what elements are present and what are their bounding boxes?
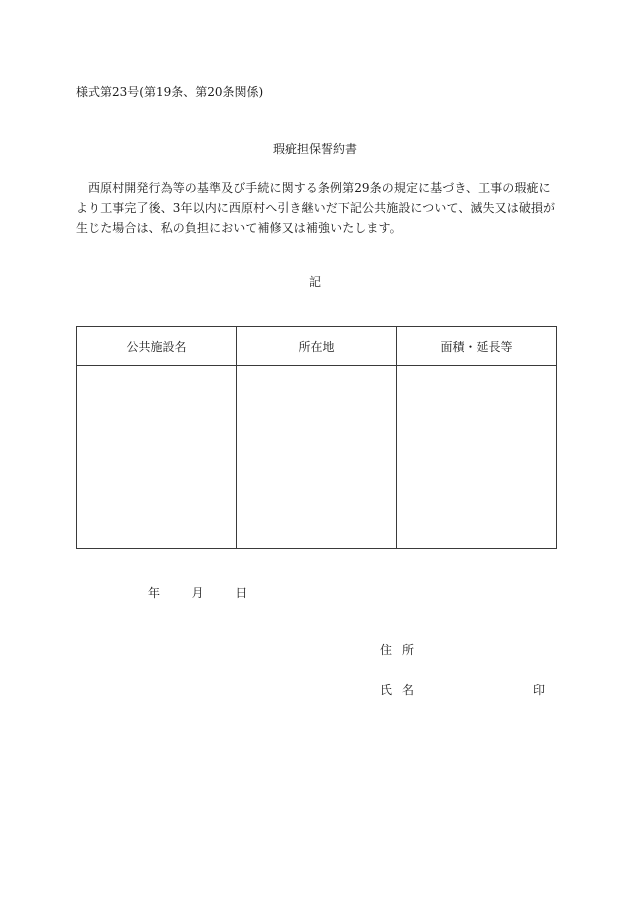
date-year-label: 年	[148, 586, 161, 600]
form-number: 様式第23号(第19条、第20条関係)	[76, 85, 264, 99]
pledge-body-text: 西原村開発行為等の基準及び手続に関する条例第29条の規定に基づき、工事の瑕疵により工事完了後、3年以内に西原村へ引き継いだ下記公共施設について、滅失又は破損が生じた場合は、私の負担において補修又は補強いたします。	[76, 181, 556, 235]
cell-facility-name[interactable]	[77, 366, 237, 549]
header-location: 所在地	[237, 327, 397, 366]
table-header-row	[77, 327, 557, 366]
cell-area-length[interactable]	[397, 366, 557, 549]
header-area-length: 面積・延長等	[397, 327, 557, 366]
date-line	[148, 585, 247, 601]
facility-table	[76, 326, 557, 549]
seal-mark: 印	[533, 683, 546, 697]
date-month-label: 月	[191, 586, 204, 600]
header-facility-name: 公共施設名	[77, 327, 237, 366]
name-label: 氏名	[380, 683, 425, 697]
date-day-label: 日	[235, 586, 248, 600]
cell-location[interactable]	[237, 366, 397, 549]
document-title: 瑕疵担保誓約書	[272, 142, 357, 156]
table-row	[77, 366, 557, 549]
address-label: 住所	[380, 643, 425, 657]
ki-heading: 記	[308, 275, 321, 289]
